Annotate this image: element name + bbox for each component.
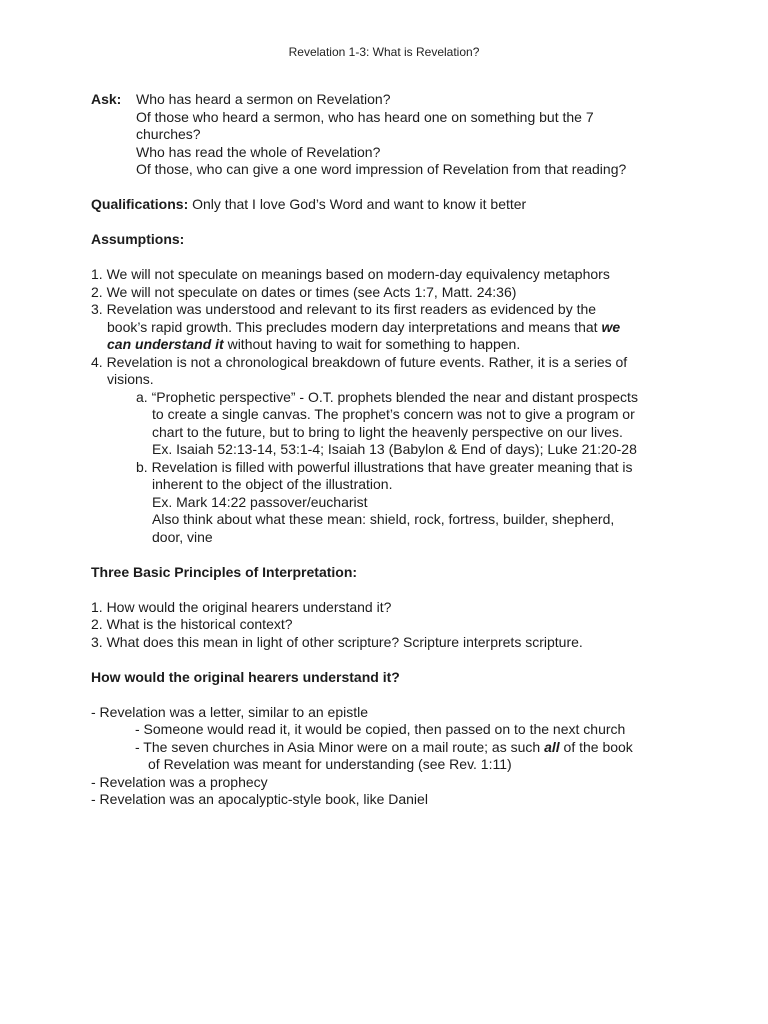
assumption-4-cont: visions. xyxy=(107,371,154,387)
assumption-4: 4. Revelation is not a chronological breakdown of future events. Rather, it is a series of xyxy=(91,353,628,370)
ask-question-1: Who has heard a sermon on Revelation? xyxy=(136,91,391,107)
qualifications-paragraph xyxy=(91,196,691,214)
assumption-4b-cont-2: Ex. Mark 14:22 passover/eucharist xyxy=(152,493,368,510)
assumption-4b-cont-4: door, vine xyxy=(152,528,213,545)
ask-question-4: Of those, who can give a one word impression of Revelation from that reading? xyxy=(136,161,627,177)
assumption-1: 1. We will not speculate on meanings based on modern-day equivalency metaphors xyxy=(91,266,610,282)
hearers-point-1b-emphasis: all xyxy=(544,738,560,755)
ask-question-3: Who has read the whole of Revelation? xyxy=(136,143,381,160)
hearers-point-1b-text: - The seven churches in Asia Minor were on a mail route; as such xyxy=(135,738,545,755)
qualifications-text: Only that I love God’s Word and want to know it better xyxy=(188,196,527,212)
assumption-4b: b. Revelation is filled with powerful illustrations that have greater meaning that is xyxy=(136,458,633,475)
hearers-point-1: - Revelation was a letter, similar to an epistle xyxy=(91,703,369,720)
assumption-3-emphasis-2: can understand it xyxy=(107,336,224,352)
assumption-3-text: book’s rapid growth. This precludes modern day interpretations and means that xyxy=(107,318,602,335)
hearers-point-1a: - Someone would read it, it would be copied, then passed on to the next church xyxy=(135,721,626,737)
ask-heading: Ask: xyxy=(91,91,122,107)
assumption-3-emphasis: we xyxy=(601,318,621,335)
hearers-point-1b-cont: of Revelation was meant for understanding (see Rev. 1:11) xyxy=(148,756,512,772)
hearers-point-1b xyxy=(91,739,691,757)
principle-2: 2. What is the historical context? xyxy=(91,616,293,632)
principle-1: 1. How would the original hearers understand it? xyxy=(91,598,392,615)
assumption-3-text-2: without having to wait for something to happen. xyxy=(223,336,521,352)
assumptions-heading: Assumptions: xyxy=(91,231,185,247)
hearers-point-2: - Revelation was a prophecy xyxy=(91,773,268,790)
hearers-heading: How would the original hearers understand it? xyxy=(91,668,400,685)
hearers-point-3: - Revelation was an apocalyptic-style book, like Daniel xyxy=(91,791,428,807)
ask-question-2: Of those who heard a sermon, who has heard one on something but the 7 xyxy=(136,108,594,125)
assumption-4b-cont-3: Also think about what these mean: shield, rock, fortress, builder, shepherd, xyxy=(152,511,615,527)
document-body xyxy=(91,91,691,809)
assumption-3-cont-2 xyxy=(91,336,691,354)
assumption-4b-cont-1: inherent to the object of the illustration. xyxy=(152,476,393,492)
assumption-2: 2. We will not speculate on dates or times (see Acts 1:7, Matt. 24:36) xyxy=(91,283,517,300)
qualifications-heading: Qualifications: xyxy=(91,196,189,212)
hearers-point-1b-text-2: of the book xyxy=(559,738,633,755)
assumption-4a-cont-1: to create a single canvas. The prophet’s concern was not to give a program or xyxy=(152,406,635,422)
principles-heading: Three Basic Principles of Interpretation: xyxy=(91,563,358,580)
assumption-3: 3. Revelation was understood and relevant to its first readers as evidenced by the xyxy=(91,301,597,317)
page-header: Revelation 1-3: What is Revelation? xyxy=(288,45,480,59)
assumption-3-cont xyxy=(91,319,691,337)
assumption-4a: a. “Prophetic perspective” - O.T. prophets blended the near and distant prospects xyxy=(136,388,638,405)
assumption-4a-cont-3: Ex. Isaiah 52:13-14, 53:1-4; Isaiah 13 (Babylon & End of days); Luke 21:20-28 xyxy=(152,441,637,457)
principle-3: 3. What does this mean in light of other scripture? Scripture interprets scripture. xyxy=(91,633,583,650)
assumption-4a-cont-2: chart to the future, but to bring to light the heavenly perspective on our lives. xyxy=(152,423,623,440)
ask-question-2-cont: churches? xyxy=(136,126,201,142)
